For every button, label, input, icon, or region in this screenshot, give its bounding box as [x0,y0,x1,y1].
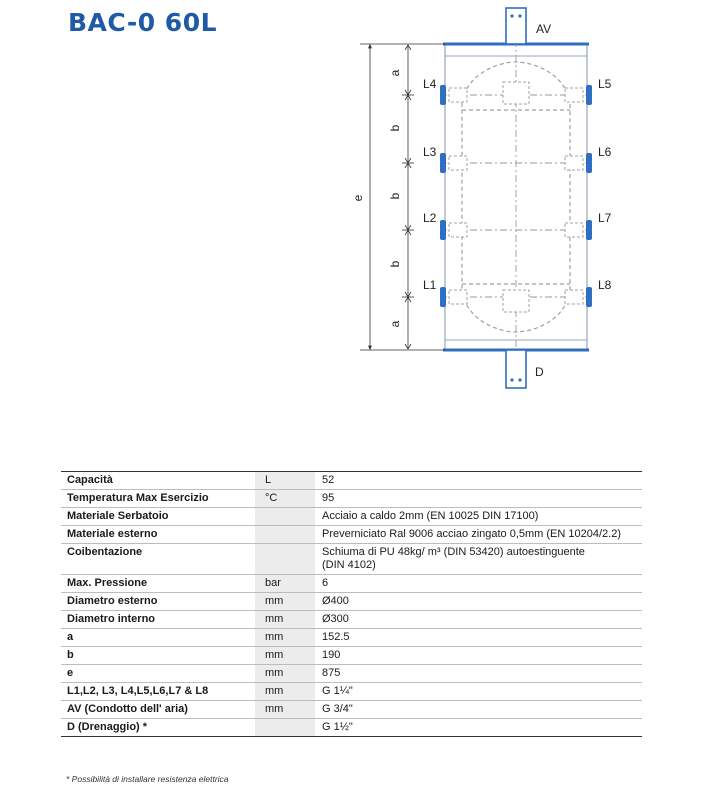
label-d: D [535,365,544,379]
spec-value: 95 [315,490,642,508]
spec-name: Temperatura Max Esercizio [61,490,255,508]
spec-value: 190 [315,647,642,665]
dim-label-b-1: b [388,124,402,132]
spec-name: e [61,665,255,683]
spec-name: Max. Pressione [61,575,255,593]
spec-value [315,544,642,575]
dim-label-a-top: a [388,69,402,77]
label-l1: L1 [423,278,437,292]
spec-name: Capacità [61,472,255,490]
label-l7: L7 [598,211,612,225]
spec-value: G 1¼" [315,683,642,701]
label-l6: L6 [598,145,612,159]
table-row [61,508,642,526]
table-row [61,665,642,683]
table-row [61,575,642,593]
label-l8: L8 [598,278,612,292]
dim-label-b-3: b [388,260,402,268]
table-row [61,593,642,611]
specifications-table [61,471,642,737]
spec-unit: L [255,472,315,490]
spec-unit: mm [255,611,315,629]
label-l3: L3 [423,145,437,159]
table-row [61,490,642,508]
spec-unit: mm [255,665,315,683]
spec-name: b [61,647,255,665]
table-row [61,647,642,665]
spec-unit: mm [255,701,315,719]
table-row [61,472,642,490]
spec-name: Diametro interno [61,611,255,629]
spec-unit [255,719,315,737]
dim-label-e: e [351,194,365,202]
spec-value: Preverniciato Ral 9006 acciao zingato 0,5mm (EN 10204/2.2) [315,526,642,544]
footnote: * Possibilità di installare resistenza elettrica [66,774,229,784]
label-l4: L4 [423,77,437,91]
spec-unit: mm [255,647,315,665]
page-title: BAC-0 60L [68,8,218,37]
spec-unit: bar [255,575,315,593]
table-row [61,719,642,737]
spec-name: Materiale esterno [61,526,255,544]
spec-unit: mm [255,593,315,611]
spec-name: Coibentazione [61,544,255,575]
spec-unit [255,544,315,575]
label-av: AV [536,22,552,36]
table-row [61,544,642,575]
spec-name: a [61,629,255,647]
spec-value: Acciaio a caldo 2mm (EN 10025 DIN 17100) [315,508,642,526]
spec-unit [255,508,315,526]
spec-name: Diametro esterno [61,593,255,611]
dim-label-a-bottom: a [388,320,402,328]
table-row [61,611,642,629]
spec-name: Materiale Serbatoio [61,508,255,526]
spec-name: AV (Condotto dell' aria) [61,701,255,719]
spec-name: L1,L2, L3, L4,L5,L6,L7 & L8 [61,683,255,701]
av-bracket [506,8,526,44]
spec-value-line-2: (DIN 4102) [322,559,376,571]
table-row [61,701,642,719]
label-l2: L2 [423,211,437,225]
spec-value-line-1: Schiuma di PU 48kg/ m³ (DIN 53420) autoestinguente [322,546,585,558]
spec-value: Ø300 [315,611,642,629]
table-row [61,526,642,544]
table-row [61,629,642,647]
spec-value: G 3/4" [315,701,642,719]
label-l5: L5 [598,77,612,91]
spec-unit [255,526,315,544]
table-row [61,683,642,701]
spec-value: 875 [315,665,642,683]
spec-unit: mm [255,683,315,701]
d-bracket [506,350,526,388]
spec-value: 152.5 [315,629,642,647]
spec-value: 6 [315,575,642,593]
spec-unit: °C [255,490,315,508]
spec-unit: mm [255,629,315,647]
spec-value: Ø400 [315,593,642,611]
spec-value: G 1½" [315,719,642,737]
dim-label-b-2: b [388,192,402,200]
spec-name: D (Drenaggio) * [61,719,255,737]
spec-value: 52 [315,472,642,490]
